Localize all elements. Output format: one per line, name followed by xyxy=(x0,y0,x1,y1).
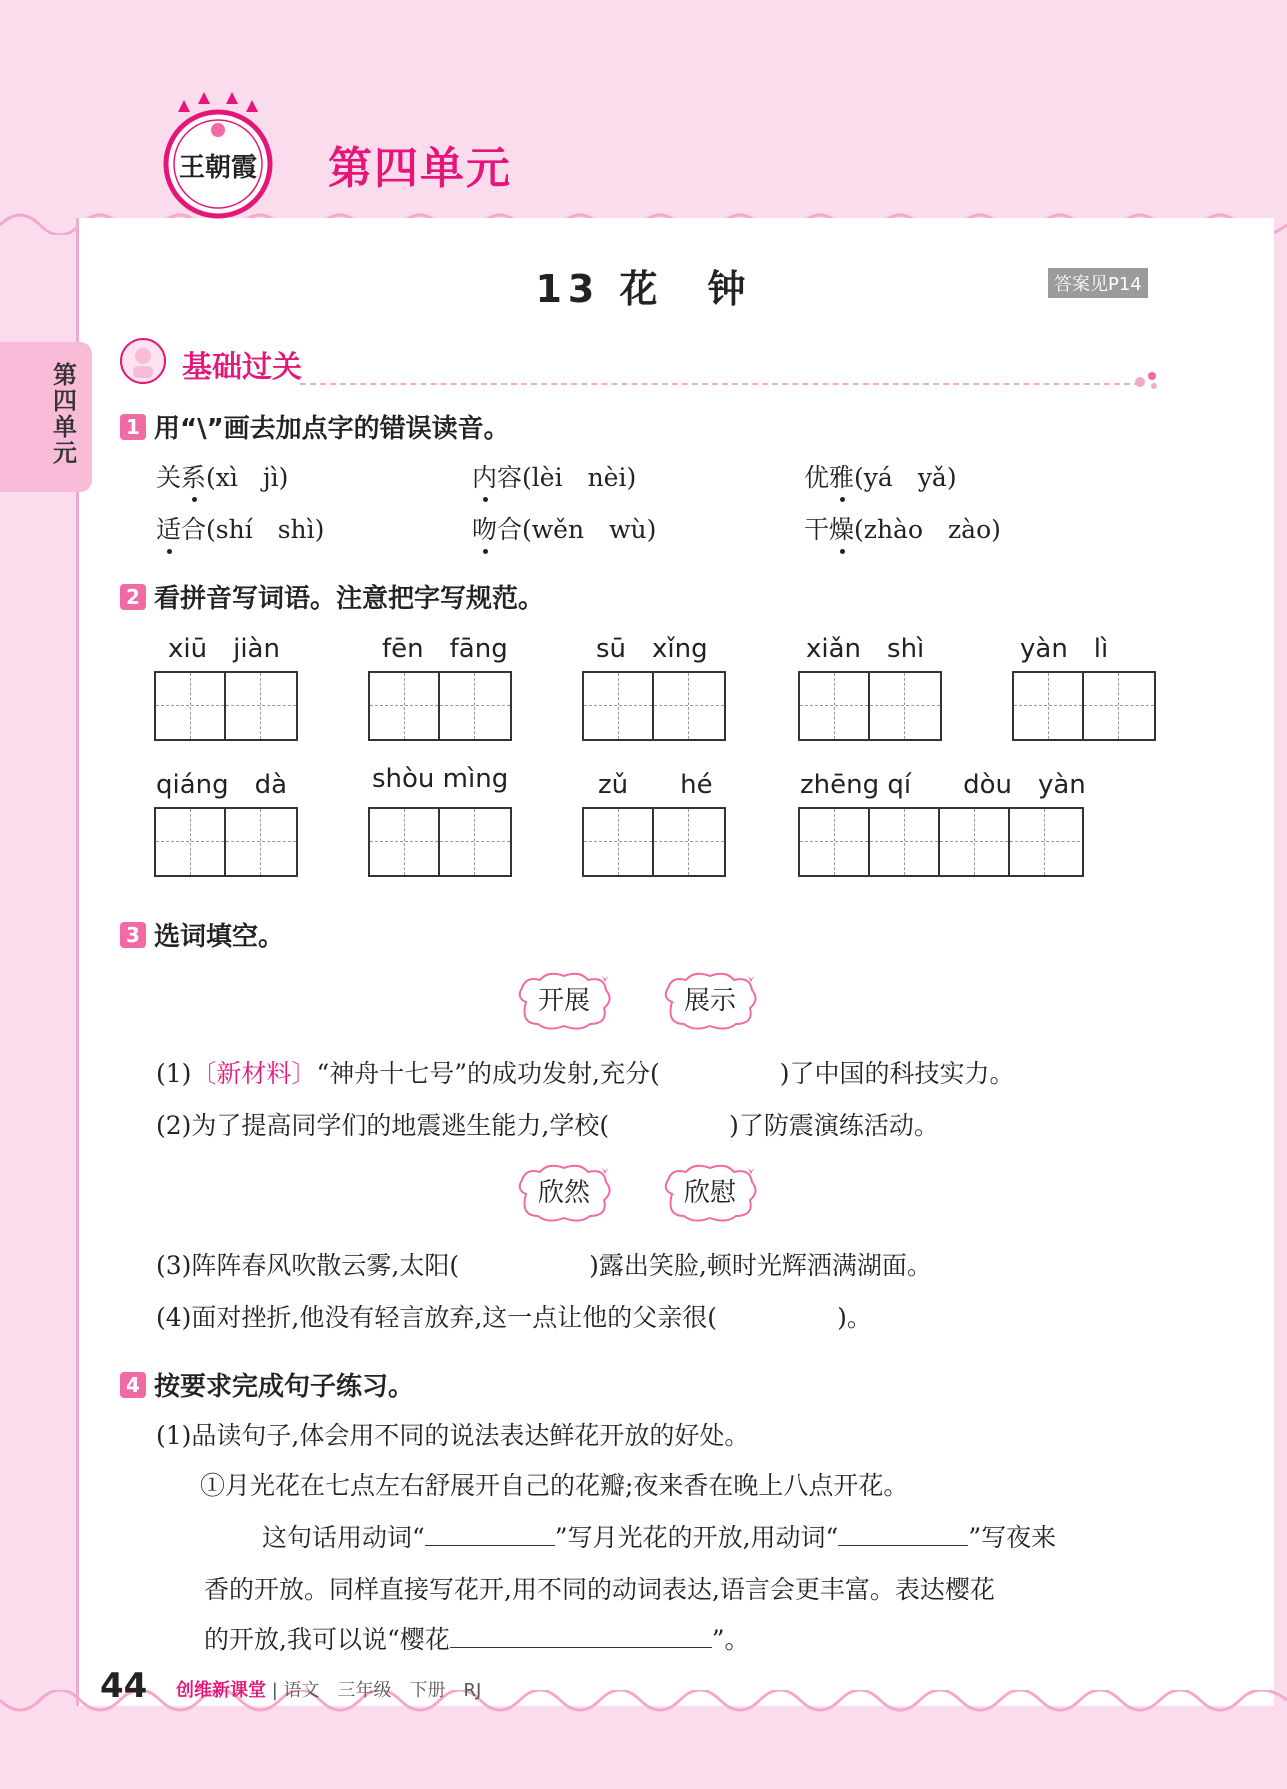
lesson-title: 13 花 钟 xyxy=(535,267,752,311)
section-divider xyxy=(300,383,1140,385)
writing-grid[interactable] xyxy=(798,671,942,741)
grid-cell[interactable] xyxy=(370,673,440,739)
pinyin-label: fēn fāng xyxy=(382,634,508,664)
section-title: 基础过关 xyxy=(182,350,302,385)
writing-grid[interactable] xyxy=(154,807,298,877)
grid-cell[interactable] xyxy=(654,809,724,875)
q3-sentence-1: (1)〔新材料〕“神舟十七号”的成功发射,充分( )了中国的科技实力。 xyxy=(156,1059,1015,1088)
pinyin-label: shòu mìng xyxy=(372,764,509,794)
writing-grid[interactable] xyxy=(368,807,512,877)
grid-cell[interactable] xyxy=(1084,673,1154,739)
grid-cell[interactable] xyxy=(440,673,510,739)
fill-blank[interactable] xyxy=(450,1647,712,1648)
q1-item: 吻合(wěn wù) xyxy=(472,515,657,544)
q3-sentence-4: (4)面对挫折,他没有轻言放弃,这一点让他的父亲很( )。 xyxy=(156,1303,872,1332)
question-2-heading xyxy=(120,578,544,615)
q3-sentence-3: (3)阵阵春风吹散云雾,太阳( )露出笑脸,顿时光辉洒满湖面。 xyxy=(156,1251,932,1280)
writing-grid[interactable] xyxy=(798,807,1084,877)
question-number-badge: 3 xyxy=(120,922,146,948)
writing-grid[interactable] xyxy=(582,807,726,877)
grid-cell[interactable] xyxy=(654,673,724,739)
grid-cell[interactable] xyxy=(584,673,654,739)
question-3-text: 选词填空。 xyxy=(154,922,285,952)
grid-cell[interactable] xyxy=(800,809,870,875)
logo-text: 王朝霞 xyxy=(178,153,258,183)
pinyin-label: sū xǐng xyxy=(596,634,708,664)
writing-grid[interactable] xyxy=(1012,671,1156,741)
pinyin-label: xiǎn shì xyxy=(806,634,925,664)
q1-item: 干燥(zhào zào) xyxy=(804,515,1001,544)
pinyin-label: yàn lì xyxy=(1020,634,1109,664)
grid-cell[interactable] xyxy=(226,809,296,875)
pinyin-label: zhēng qí dòu yàn xyxy=(800,770,1086,800)
unit-title: 第四单元 xyxy=(328,143,512,194)
footer-info: 创维新课堂 | 语文 三年级 下册 RJ xyxy=(176,1680,482,1701)
question-1-text: 用“\”画去加点字的错误读音。 xyxy=(154,414,510,444)
fill-blank[interactable] xyxy=(425,1545,555,1546)
writing-grid[interactable] xyxy=(582,671,726,741)
question-4-text: 按要求完成句子练习。 xyxy=(154,1372,415,1402)
pinyin-label: qiáng dà xyxy=(156,770,288,800)
decorative-dots-icon xyxy=(1134,368,1164,392)
answer-reference-badge: 答案见P14 xyxy=(1048,268,1148,298)
question-4-heading xyxy=(120,1366,414,1403)
q4-subquestion-1: (1)品读句子,体会用不同的说法表达鲜花开放的好处。 xyxy=(156,1421,750,1450)
grid-cell[interactable] xyxy=(156,809,226,875)
question-number-badge: 2 xyxy=(120,584,146,610)
grid-cell[interactable] xyxy=(940,809,1010,875)
fill-blank[interactable] xyxy=(838,1545,968,1546)
word-choice: 欣慰 xyxy=(683,1178,736,1208)
q1-item: 内容(lèi nèi) xyxy=(472,463,637,492)
grid-cell[interactable] xyxy=(870,809,940,875)
q4-paragraph-line-1: 这句话用动词“ ”写月光花的开放,用动词“ ”写夜来 xyxy=(262,1523,1057,1552)
q1-item: 优雅(yá yǎ) xyxy=(804,463,957,492)
footer-brand: 创维新课堂 xyxy=(176,1680,266,1701)
grid-cell[interactable] xyxy=(440,809,510,875)
q4-paragraph-line-3: 的开放,我可以说“樱花 ”。 xyxy=(204,1625,750,1654)
q1-item: 关系(xì jì) xyxy=(156,463,289,492)
question-3-heading xyxy=(120,916,284,953)
word-choice: 展示 xyxy=(683,986,736,1016)
brand-logo xyxy=(158,92,278,220)
q4-paragraph-line-2: 香的开放。同样直接写花开,用不同的动词表达,语言会更丰富。表达樱花 xyxy=(204,1575,995,1604)
grid-cell[interactable] xyxy=(1010,809,1080,875)
footer-book-info: 语文 三年级 下册 RJ xyxy=(283,1680,482,1701)
q1-item: 适合(shí shì) xyxy=(156,515,325,544)
new-material-tag: 〔新材料〕 xyxy=(191,1059,317,1088)
section-mascot-icon xyxy=(118,336,168,386)
side-tab-label: 第四单元 xyxy=(53,361,77,467)
writing-grid[interactable] xyxy=(154,671,298,741)
question-1-heading xyxy=(120,408,510,445)
grid-cell[interactable] xyxy=(226,673,296,739)
word-choice: 欣然 xyxy=(537,1178,590,1208)
question-2-text: 看拼音写词语。注意把字写规范。 xyxy=(154,584,545,614)
grid-cell[interactable] xyxy=(584,809,654,875)
grid-cell[interactable] xyxy=(156,673,226,739)
grid-cell[interactable] xyxy=(370,809,440,875)
grid-cell[interactable] xyxy=(800,673,870,739)
page-number: 44 xyxy=(100,1666,148,1706)
question-number-badge: 4 xyxy=(120,1372,146,1398)
grid-cell[interactable] xyxy=(1014,673,1084,739)
question-number-badge: 1 xyxy=(120,414,146,440)
q3-sentence-2: (2)为了提高同学们的地震逃生能力,学校( )了防震演练活动。 xyxy=(156,1111,939,1140)
grid-cell[interactable] xyxy=(870,673,940,739)
q4-example-sentence: ①月光花在七点左右舒展开自己的花瓣;夜来香在晚上八点开花。 xyxy=(200,1471,909,1500)
writing-grid[interactable] xyxy=(368,671,512,741)
pinyin-label: xiū jiàn xyxy=(168,634,280,664)
pinyin-label: zǔ hé xyxy=(598,770,713,800)
word-choice: 开展 xyxy=(537,986,590,1016)
